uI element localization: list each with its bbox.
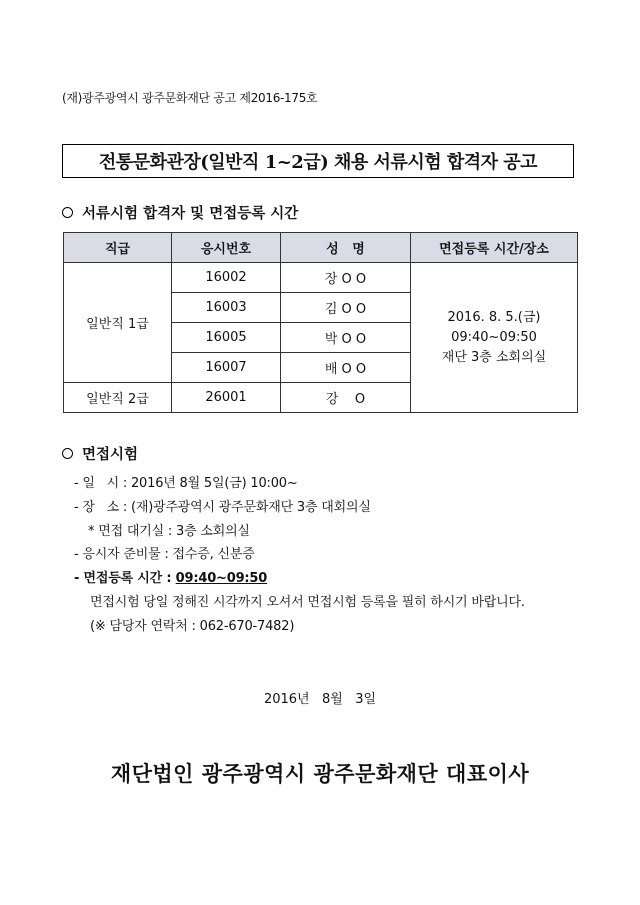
interview-place: - 장 소 : (재)광주광역시 광주문화재단 3층 대회의실: [74, 500, 371, 515]
interview-date: - 일 시 : 2016년 8월 5일(금) 10:00~: [74, 476, 298, 491]
header-name: 성 명: [281, 233, 411, 263]
table-row: [64, 263, 578, 293]
issue-date: 2016년 8월 3일: [263, 692, 377, 707]
notice-number: (재)광주광역시 광주문화재단 공고 제2016-175호: [62, 91, 318, 105]
grade2-cell: 일반직 2급: [64, 383, 172, 413]
attendance-note: 면접시험 당일 정해진 시각까지 오셔서 면접시험 등록을 필히 하시기 바랍니다.: [90, 595, 525, 610]
applicant-number: 16002: [172, 263, 281, 293]
waiting-room: * 면접 대기실 : 3층 소회의실: [88, 524, 250, 539]
header-schedule: 면접등록 시간/장소: [411, 233, 578, 263]
applicant-name: 장 O O: [281, 263, 411, 293]
applicant-number: 16005: [172, 323, 281, 353]
applicant-name: 강 O: [281, 383, 411, 413]
applicant-number: 16007: [172, 353, 281, 383]
applicant-name: 김 O O: [281, 293, 411, 323]
schedule-time: 09:40~09:50: [451, 329, 537, 345]
schedule-cell: [411, 263, 578, 413]
table-header-row: [64, 233, 578, 263]
schedule-date: 2016. 8. 5.(금): [447, 309, 541, 325]
registration-time: [74, 567, 267, 586]
section-heading-text: 면접시험: [82, 447, 139, 463]
signer: 재단법인 광주광역시 광주문화재단 대표이사: [110, 761, 530, 786]
applicant-name: 배 O O: [281, 353, 411, 383]
section-heading-text: 서류시험 합격자 및 면접등록 시간: [82, 206, 299, 222]
circle-bullet-icon: [62, 448, 73, 459]
applicant-number: 16003: [172, 293, 281, 323]
header-grade: 직급: [64, 233, 172, 263]
contact-info: (※ 담당자 연락처 : 062-670-7482): [90, 619, 295, 634]
prep-items: - 응시자 준비물 : 접수증, 신분증: [74, 547, 255, 562]
section-heading-interview: [62, 443, 138, 464]
registration-label: - 면접등록 시간 :: [74, 571, 176, 586]
page-title: 전통문화관장(일반직 1~2급) 채용 서류시험 합격자 공고: [62, 144, 574, 178]
schedule-place: 재단 3층 소회의실: [441, 349, 547, 365]
grade1-cell: 일반직 1급: [64, 263, 172, 383]
registration-time-value: 09:40~09:50: [175, 571, 268, 586]
applicant-name: 박 O O: [281, 323, 411, 353]
circle-bullet-icon: [62, 207, 73, 218]
results-table: [63, 232, 578, 413]
header-number: 응시번호: [172, 233, 281, 263]
section-heading-document-results: [62, 202, 298, 223]
applicant-number: 26001: [172, 383, 281, 413]
